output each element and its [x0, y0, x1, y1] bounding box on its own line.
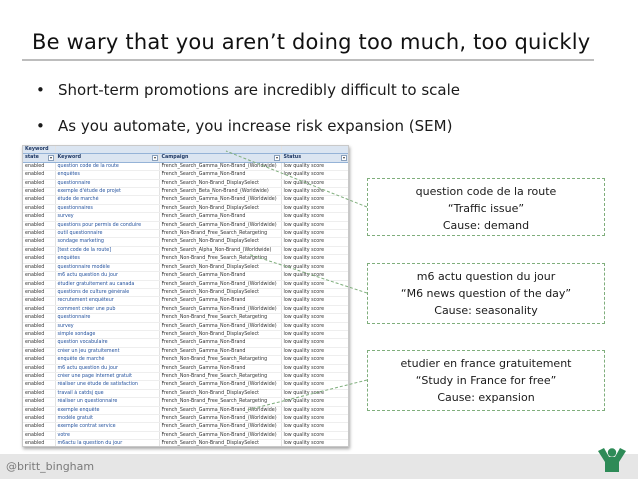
cell-campaign: French_Search_Gamma_Non-Brand [159, 171, 281, 179]
cell-state: enabled [23, 423, 55, 431]
cell-status: low quality score [281, 314, 348, 322]
cell-status: low quality score [281, 372, 348, 380]
cell-campaign: French_Search_Gamma_Non-Brand [159, 297, 281, 305]
cell-keyword: survey [55, 322, 159, 330]
cell-status: low quality score [281, 238, 348, 246]
cell-campaign: French_Search_Non-Brand_DisplaySelect [159, 238, 281, 246]
cell-state: enabled [23, 196, 55, 204]
cell-keyword: survey [55, 213, 159, 221]
cell-campaign: French_Search_Gamma_Non-Brand_(Worldwide) [159, 221, 281, 229]
cell-state: enabled [23, 230, 55, 238]
cell-state: enabled [23, 238, 55, 246]
cell-state: enabled [23, 415, 55, 423]
cell-campaign: French_Search_Gamma_Non-Brand [159, 213, 281, 221]
column-header-state[interactable]: state [23, 154, 55, 162]
callout-box [367, 350, 605, 411]
cell-campaign: French_Search_Alpha_Non-Brand_(Worldwide) [159, 246, 281, 254]
column-header-keyword[interactable]: Keyword [55, 154, 159, 162]
cell-status: low quality score [281, 288, 348, 296]
cell-state: enabled [23, 347, 55, 355]
callout-translation: “Study in France for free” [415, 374, 557, 387]
cell-campaign: French_Search_Gamma_Non-Brand [159, 347, 281, 355]
cell-state: enabled [23, 171, 55, 179]
cell-campaign: French_Search_Non-Brand_DisplaySelect [159, 440, 281, 447]
cell-keyword: comment créer une pub [55, 305, 159, 313]
cell-status: low quality score [281, 415, 348, 423]
cell-keyword: m6 actu question du jour [55, 364, 159, 372]
cell-keyword: étude de marché [55, 196, 159, 204]
cell-state: enabled [23, 188, 55, 196]
callout-box [367, 178, 605, 236]
callout-keyword: question code de la route [415, 185, 557, 198]
cell-status: low quality score [281, 297, 348, 305]
footer-bar [0, 454, 638, 479]
cell-status: low quality score [281, 196, 348, 204]
cell-state: enabled [23, 221, 55, 229]
cell-status: low quality score [281, 322, 348, 330]
cell-keyword: enquête de marché [55, 356, 159, 364]
cell-campaign: French_Search_Non-Brand_DisplaySelect [159, 204, 281, 212]
cell-status: low quality score [281, 204, 348, 212]
cell-campaign: French_Search_Gamma_Non-Brand_(Worldwide) [159, 406, 281, 414]
cell-keyword: créer une page internet gratuit [55, 372, 159, 380]
callout-cause: Cause: expansion [437, 391, 535, 404]
cell-status: low quality score [281, 162, 348, 170]
cell-keyword: questions pour permis de conduire [55, 221, 159, 229]
cell-campaign: French_Non-Brand_Free_Search_Retargeting [159, 356, 281, 364]
cell-state: enabled [23, 431, 55, 439]
bullet-text: Short-term promotions are incredibly difficult to scale [58, 81, 460, 99]
cell-state: enabled [23, 297, 55, 305]
cell-status: low quality score [281, 389, 348, 397]
cell-keyword: modèle gratuit [55, 415, 159, 423]
cell-status: low quality score [281, 356, 348, 364]
cell-keyword: [test code de la route] [55, 246, 159, 254]
cell-status: low quality score [281, 431, 348, 439]
cell-keyword: exemple enquête [55, 406, 159, 414]
bullet-glyph: • [36, 117, 45, 135]
cell-keyword: exemple contrat service [55, 423, 159, 431]
cell-state: enabled [23, 263, 55, 271]
cell-keyword: recrutement enquêteur [55, 297, 159, 305]
cell-state: enabled [23, 406, 55, 414]
cell-keyword: questionnaire [55, 314, 159, 322]
cell-status: low quality score [281, 263, 348, 271]
cell-state: enabled [23, 364, 55, 372]
callout-cause: Cause: demand [442, 219, 530, 232]
cell-status: low quality score [281, 440, 348, 447]
cell-status: low quality score [281, 406, 348, 414]
cell-status: low quality score [281, 280, 348, 288]
cell-keyword: simple sondage [55, 330, 159, 338]
cell-state: enabled [23, 255, 55, 263]
cell-campaign: French_Search_Non-Brand_DisplaySelect [159, 389, 281, 397]
cell-state: enabled [23, 372, 55, 380]
cell-state: enabled [23, 162, 55, 170]
cell-state: enabled [23, 213, 55, 221]
cell-state: enabled [23, 339, 55, 347]
cell-keyword: question code de la route [55, 162, 159, 170]
cell-status: low quality score [281, 188, 348, 196]
cell-campaign: French_Search_Gamma_Non-Brand_(Worldwide) [159, 196, 281, 204]
cell-status: low quality score [281, 339, 348, 347]
cell-campaign: French_Search_Gamma_Non-Brand_(Worldwide) [159, 381, 281, 389]
cell-campaign: French_Search_Non-Brand_DisplaySelect [159, 179, 281, 187]
cell-campaign: French_Search_Gamma_Non-Brand_(Worldwide) [159, 305, 281, 313]
cell-keyword: m6 actu question du jour [55, 272, 159, 280]
cell-campaign: French_Search_Beta_Non-Brand_(Worldwide) [159, 188, 281, 196]
cell-keyword: m6actu la question du jour [55, 440, 159, 447]
cell-status: low quality score [281, 171, 348, 179]
cell-status: low quality score [281, 347, 348, 355]
cell-state: enabled [23, 179, 55, 187]
cell-campaign: French_Search_Gamma_Non-Brand [159, 364, 281, 372]
callout-connector-line [248, 254, 367, 293]
twitter-handle: @britt_bingham [6, 460, 95, 473]
cell-campaign: French_Non-Brand_Free_Search_Retargeting [159, 372, 281, 380]
cell-keyword: enquêtes [55, 255, 159, 263]
cell-campaign: French_Non-Brand_Free_Search_Retargeting [159, 398, 281, 406]
cell-state: enabled [23, 280, 55, 288]
slide-title: Be wary that you aren’t doing too much, too quickly [32, 30, 591, 54]
cell-keyword: sondage marketing [55, 238, 159, 246]
cell-keyword: questionnaires [55, 204, 159, 212]
cell-keyword: questionnaire [55, 179, 159, 187]
cell-keyword: votre [55, 431, 159, 439]
cell-keyword: questionnaire modèle [55, 263, 159, 271]
cell-status: low quality score [281, 398, 348, 406]
cell-state: enabled [23, 272, 55, 280]
cell-status: low quality score [281, 255, 348, 263]
cell-campaign: French_Search_Gamma_Non-Brand_(Worldwide) [159, 415, 281, 423]
cell-state: enabled [23, 246, 55, 254]
cell-campaign: French_Search_Gamma_Non-Brand_(Worldwide) [159, 162, 281, 170]
cell-state: enabled [23, 314, 55, 322]
cell-status: low quality score [281, 381, 348, 389]
cell-state: enabled [23, 330, 55, 338]
cell-campaign: French_Search_Gamma_Non-Brand_(Worldwide) [159, 431, 281, 439]
cell-state: enabled [23, 381, 55, 389]
callout-box [367, 263, 605, 324]
cell-status: low quality score [281, 213, 348, 221]
cell-campaign: French_Search_Non-Brand_DisplaySelect [159, 330, 281, 338]
cell-keyword: enquêtes [55, 171, 159, 179]
callout-connector-line [247, 380, 367, 410]
cell-status: low quality score [281, 230, 348, 238]
cell-campaign: French_Search_Gamma_Non-Brand [159, 272, 281, 280]
callout-translation: “M6 news question of the day” [400, 287, 572, 300]
cell-status: low quality score [281, 179, 348, 187]
callout-keyword: m6 actu question du jour [416, 270, 556, 283]
cell-state: enabled [23, 440, 55, 447]
cell-status: low quality score [281, 330, 348, 338]
callout-translation: “Traffic issue” [447, 202, 525, 215]
cell-keyword: étudier gratuitement au canada [55, 280, 159, 288]
cell-state: enabled [23, 356, 55, 364]
cell-keyword: créer un jeu gratuitement [55, 347, 159, 355]
cell-status: low quality score [281, 305, 348, 313]
cell-state: enabled [23, 389, 55, 397]
bullet-glyph: • [36, 81, 45, 99]
cell-campaign: French_Search_Non-Brand_DisplaySelect [159, 263, 281, 271]
cell-state: enabled [23, 204, 55, 212]
cell-state: enabled [23, 288, 55, 296]
column-header-status[interactable]: Status [281, 154, 348, 162]
cell-state: enabled [23, 305, 55, 313]
cell-state: enabled [23, 398, 55, 406]
bullet-text: As you automate, you increase risk expansion (SEM) [58, 117, 453, 135]
person-arms-up-icon [595, 445, 629, 473]
cell-keyword: outil questionnaire [55, 230, 159, 238]
callout-connector-line [226, 151, 367, 207]
column-header-campaign[interactable]: Campaign [159, 154, 281, 162]
cell-campaign: French_Search_Gamma_Non-Brand_(Worldwide) [159, 280, 281, 288]
callout-cause: Cause: seasonality [434, 304, 538, 317]
cell-status: low quality score [281, 272, 348, 280]
cell-status: low quality score [281, 423, 348, 431]
cell-campaign: French_Non-Brand_Free_Search_Retargeting [159, 255, 281, 263]
cell-campaign: French_Search_Gamma_Non-Brand_(Worldwide) [159, 423, 281, 431]
cell-status: low quality score [281, 221, 348, 229]
cell-keyword: question vocabulaire [55, 339, 159, 347]
cell-keyword: réaliser une étude de satisfaction [55, 381, 159, 389]
cell-keyword: questions de culture générale [55, 288, 159, 296]
cell-keyword: exemple d'étude de projet [55, 188, 159, 196]
cell-state: enabled [23, 322, 55, 330]
cell-campaign: French_Search_Gamma_Non-Brand_(Worldwide) [159, 322, 281, 330]
table-group-header: Keyword [23, 146, 55, 154]
cell-campaign: French_Search_Gamma_Non-Brand [159, 339, 281, 347]
cell-status: low quality score [281, 246, 348, 254]
callout-keyword: etudier en france gratuitement [400, 357, 572, 370]
cell-campaign: French_Non-Brand_Free_Search_Retargeting [159, 314, 281, 322]
cell-campaign: French_Search_Non-Brand_DisplaySelect [159, 288, 281, 296]
cell-campaign: French_Non-Brand_Free_Search_Retargeting [159, 230, 281, 238]
cell-keyword: travail à catdsj que [55, 389, 159, 397]
cell-status: low quality score [281, 364, 348, 372]
cell-keyword: réaliser un questionnaire [55, 398, 159, 406]
